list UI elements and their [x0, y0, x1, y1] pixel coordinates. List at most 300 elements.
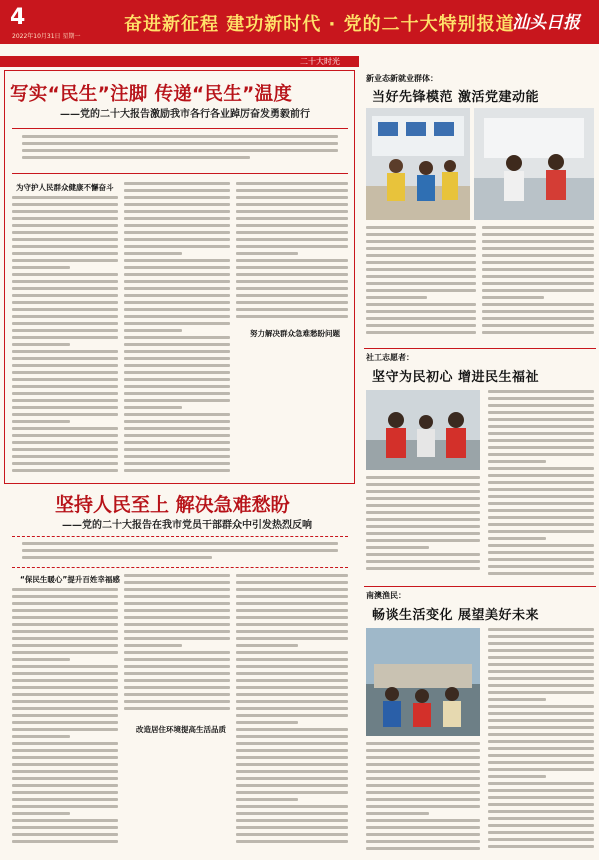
text-line [236, 749, 348, 752]
article2-headline: 坚持人民至上 解决急难愁盼 [55, 494, 290, 516]
text-line [366, 560, 480, 563]
text-line [366, 233, 476, 236]
text-line [124, 301, 230, 304]
text-line [12, 399, 118, 402]
text-line [482, 296, 544, 299]
text-line [482, 254, 594, 257]
text-line [236, 658, 348, 661]
text-line [124, 406, 182, 409]
text-line [482, 282, 594, 285]
text-line [12, 196, 118, 199]
text-line [124, 343, 230, 346]
text-line [12, 735, 70, 738]
text-line [366, 296, 427, 299]
text-line [12, 392, 118, 395]
text-line [236, 742, 348, 745]
text-line [236, 777, 348, 780]
text-line [12, 210, 118, 213]
text-line [12, 217, 118, 220]
text-line [488, 796, 594, 799]
text-line [124, 273, 230, 276]
right-divider-1 [364, 348, 596, 349]
text-line [488, 425, 594, 428]
text-line [124, 196, 230, 199]
text-line [124, 616, 230, 619]
text-line [236, 714, 348, 717]
text-line [12, 721, 118, 724]
text-line [366, 756, 480, 759]
text-line [124, 217, 230, 220]
text-line [236, 728, 348, 731]
text-line [366, 546, 429, 549]
text-line [236, 588, 348, 591]
text-line [488, 824, 594, 827]
text-line [488, 691, 594, 694]
text-line [124, 336, 230, 339]
text-line [236, 581, 348, 584]
text-line [488, 460, 546, 463]
text-line [236, 763, 348, 766]
text-line [12, 280, 118, 283]
text-line [12, 616, 118, 619]
text-line [488, 635, 594, 638]
text-line [12, 602, 118, 605]
text-line [366, 511, 480, 514]
text-line [12, 350, 118, 353]
article2-subtitle-1: “保民生暖心”提升百姓幸福感 [20, 575, 120, 584]
text-line [12, 805, 118, 808]
text-line [124, 315, 230, 318]
text-line [482, 226, 594, 229]
text-line [124, 182, 230, 185]
text-line [488, 782, 594, 785]
text-line [12, 756, 118, 759]
text-line [488, 495, 594, 498]
text-line [366, 847, 480, 850]
text-line [366, 819, 480, 822]
text-line [12, 266, 70, 269]
text-line [12, 385, 118, 388]
text-line [124, 350, 230, 353]
text-line [366, 763, 480, 766]
text-line [12, 343, 70, 346]
text-line [236, 770, 348, 773]
text-line [124, 455, 230, 458]
text-line [482, 240, 594, 243]
text-line [124, 413, 230, 416]
right-story2-col2-text [488, 390, 594, 579]
text-line [236, 812, 348, 815]
text-line [236, 266, 348, 269]
text-line [124, 203, 230, 206]
text-line [488, 705, 594, 708]
text-line [12, 700, 118, 703]
right-story1-col1-text [366, 226, 476, 338]
text-line [12, 301, 118, 304]
text-line [12, 273, 118, 276]
text-line [236, 308, 348, 311]
text-line [12, 833, 118, 836]
text-line [12, 777, 118, 780]
article1-subtitle-1: 为守护人民群众健康不懈奋斗 [16, 183, 114, 192]
text-line [488, 698, 546, 701]
text-line [12, 427, 118, 430]
text-line [236, 805, 348, 808]
article1-col2-text [124, 182, 230, 476]
text-line [124, 266, 230, 269]
photo-service-station [474, 108, 594, 220]
right-kicker-3: 南澳渔民： [366, 591, 406, 600]
text-line [366, 742, 480, 745]
text-line [12, 644, 118, 647]
text-line [488, 411, 594, 414]
text-line [12, 364, 118, 367]
text-line [366, 532, 480, 535]
text-line [124, 700, 230, 703]
text-line [236, 784, 348, 787]
text-line [366, 226, 476, 229]
text-line [488, 656, 594, 659]
article2-col2-text [124, 574, 230, 714]
text-line [482, 310, 594, 313]
right-story2-col1-text [366, 476, 480, 574]
text-line [488, 474, 594, 477]
text-line [366, 770, 480, 773]
article2-col1-text [12, 588, 118, 847]
text-line [488, 509, 594, 512]
text-line [12, 231, 118, 234]
text-line [366, 553, 480, 556]
text-line [12, 308, 118, 311]
text-line [482, 275, 594, 278]
article1-col1-text [12, 196, 118, 476]
text-line [124, 224, 230, 227]
text-line [124, 448, 230, 451]
text-line [124, 287, 230, 290]
photo-volunteers [366, 390, 480, 470]
text-line [12, 322, 118, 325]
text-line [488, 516, 594, 519]
text-line [366, 791, 480, 794]
text-line [124, 427, 230, 430]
text-line [12, 714, 118, 717]
text-line [12, 840, 118, 843]
text-line [482, 331, 594, 334]
text-line [482, 268, 594, 271]
text-line [488, 712, 594, 715]
text-line [482, 289, 594, 292]
text-line [366, 268, 476, 271]
article1-intro [12, 128, 348, 174]
text-line [12, 378, 118, 381]
text-line [236, 791, 348, 794]
text-line [488, 810, 594, 813]
text-line [124, 420, 230, 423]
text-line [366, 261, 476, 264]
text-line [488, 642, 594, 645]
text-line [124, 308, 230, 311]
text-line [124, 686, 230, 689]
text-line [366, 282, 476, 285]
text-line [12, 469, 118, 472]
text-line [12, 763, 118, 766]
text-line [488, 565, 594, 568]
text-line [366, 826, 480, 829]
right-headline-3: 畅谈生活变化 展望美好未来 [372, 608, 540, 623]
text-line [488, 537, 546, 540]
text-line [236, 630, 348, 633]
text-line [236, 602, 348, 605]
page-number: 4 [10, 5, 26, 30]
text-line [236, 210, 348, 213]
text-line [488, 390, 594, 393]
text-line [488, 453, 594, 456]
section-label: 二十大时光 [300, 57, 340, 66]
text-line [488, 845, 594, 848]
text-line [124, 469, 230, 472]
text-line [236, 833, 348, 836]
text-line [488, 670, 594, 673]
text-line [236, 189, 348, 192]
text-line [488, 817, 594, 820]
text-line [124, 630, 230, 633]
text-line [488, 558, 594, 561]
right-kicker-2: 社工志愿者： [366, 353, 414, 362]
text-line [488, 768, 594, 771]
text-line [236, 819, 348, 822]
text-line [124, 392, 230, 395]
text-line [12, 294, 118, 297]
text-line [12, 371, 118, 374]
text-line [488, 747, 594, 750]
right-headline-2: 坚守为民初心 增进民生福祉 [372, 370, 540, 385]
text-line [12, 749, 118, 752]
special-report-banner: 奋进新征程 建功新时代 · 党的二十大特别报道 [124, 14, 515, 35]
text-line [366, 567, 480, 570]
text-line [366, 525, 480, 528]
text-line [488, 789, 594, 792]
photo-delivery-workers [366, 108, 470, 220]
article1-headline: 写实“民生”注脚 传递“民生”温度 [10, 84, 293, 105]
text-line [236, 595, 348, 598]
text-line [124, 679, 230, 682]
text-line [12, 406, 118, 409]
text-line [366, 812, 429, 815]
text-line [482, 261, 594, 264]
text-line [366, 833, 480, 836]
text-line [488, 530, 594, 533]
text-line [236, 665, 348, 668]
text-line [12, 623, 118, 626]
text-line [488, 831, 594, 834]
text-line [12, 315, 118, 318]
text-line [236, 252, 298, 255]
text-line [12, 812, 70, 815]
text-line [366, 324, 476, 327]
text-line [236, 196, 348, 199]
text-line [12, 462, 118, 465]
text-line [12, 245, 118, 248]
text-line [124, 623, 230, 626]
text-line [124, 259, 230, 262]
text-line [366, 840, 480, 843]
text-line [124, 609, 230, 612]
text-line [124, 581, 230, 584]
text-line [366, 504, 480, 507]
text-line [488, 649, 594, 652]
text-line [488, 439, 594, 442]
text-line [236, 574, 348, 577]
article2-intro [12, 536, 348, 568]
text-line [124, 441, 230, 444]
text-line [366, 777, 480, 780]
text-line [488, 446, 594, 449]
text-line [488, 733, 594, 736]
text-line [12, 742, 118, 745]
text-line [124, 574, 230, 577]
text-line [482, 303, 594, 306]
text-line [124, 588, 230, 591]
text-line [12, 238, 118, 241]
text-line [124, 651, 230, 654]
text-line [488, 544, 594, 547]
text-line [12, 595, 118, 598]
text-line [488, 726, 594, 729]
text-line [236, 651, 348, 654]
text-line [488, 467, 594, 470]
text-line [12, 441, 118, 444]
right-headline-1: 当好先锋模范 激活党建动能 [372, 90, 540, 105]
text-line [236, 217, 348, 220]
text-line [124, 637, 230, 640]
text-line [236, 693, 348, 696]
text-line [12, 609, 118, 612]
text-line [124, 280, 230, 283]
right-story3-col2-text [488, 628, 594, 852]
text-line [236, 840, 348, 843]
text-line [12, 336, 118, 339]
text-line [124, 294, 230, 297]
text-line [12, 588, 118, 591]
text-line [488, 628, 594, 631]
text-line [12, 770, 118, 773]
text-line [488, 572, 594, 575]
text-line [12, 658, 70, 661]
text-line [236, 721, 298, 724]
text-line [366, 483, 480, 486]
text-line [488, 432, 594, 435]
text-line [236, 616, 348, 619]
text-line [236, 707, 348, 710]
text-line [236, 224, 348, 227]
text-line [488, 488, 594, 491]
text-line [12, 819, 118, 822]
text-line [236, 798, 298, 801]
text-line [366, 310, 476, 313]
text-line [482, 233, 594, 236]
text-line [12, 826, 118, 829]
right-kicker-1: 新业态新就业群体： [366, 74, 438, 83]
article2-col3-text [236, 574, 348, 847]
text-line [124, 231, 230, 234]
text-line [488, 838, 594, 841]
text-line [236, 280, 348, 283]
text-line [482, 247, 594, 250]
text-line [366, 798, 480, 801]
text-line [12, 434, 118, 437]
text-line [124, 399, 230, 402]
text-line [366, 317, 476, 320]
text-line [366, 331, 476, 334]
text-line [236, 756, 348, 759]
text-line [12, 287, 118, 290]
text-line [124, 693, 230, 696]
article1-subtitle-2: 努力解决群众急难愁盼问题 [250, 329, 340, 338]
text-line [366, 490, 480, 493]
text-line [236, 679, 348, 682]
text-line [236, 735, 348, 738]
text-line [488, 740, 594, 743]
text-line [124, 238, 230, 241]
text-line [12, 630, 118, 633]
text-line [124, 371, 230, 374]
text-line [366, 275, 476, 278]
text-line [366, 784, 480, 787]
text-line [366, 539, 480, 542]
text-line [12, 707, 118, 710]
text-line [12, 665, 118, 668]
text-line [488, 719, 594, 722]
text-line [12, 686, 118, 689]
text-line [236, 294, 348, 297]
text-line [124, 602, 230, 605]
text-line [488, 397, 594, 400]
text-line [366, 303, 476, 306]
date-line: 2022年10月31日 星期一 [12, 33, 81, 40]
text-line [488, 551, 594, 554]
text-line [12, 728, 118, 731]
photo-fishermen [366, 628, 480, 736]
text-line [488, 418, 594, 421]
text-line [236, 672, 348, 675]
text-line [482, 324, 594, 327]
text-line [366, 476, 480, 479]
text-line [236, 637, 348, 640]
text-line [124, 385, 230, 388]
text-line [124, 644, 182, 647]
text-line [366, 749, 480, 752]
text-line [488, 677, 594, 680]
text-line [366, 518, 480, 521]
text-line [124, 658, 230, 661]
text-line [366, 805, 480, 808]
text-line [488, 761, 594, 764]
text-line [236, 301, 348, 304]
text-line [366, 247, 476, 250]
text-line [488, 803, 594, 806]
text-line [12, 357, 118, 360]
text-line [12, 637, 118, 640]
text-line [12, 420, 70, 423]
text-line [12, 259, 118, 262]
text-line [124, 245, 230, 248]
text-line [236, 182, 348, 185]
text-line [366, 289, 476, 292]
text-line [124, 672, 230, 675]
right-story3-col1-text [366, 742, 480, 854]
text-line [12, 224, 118, 227]
article1-col3-text [236, 182, 348, 322]
